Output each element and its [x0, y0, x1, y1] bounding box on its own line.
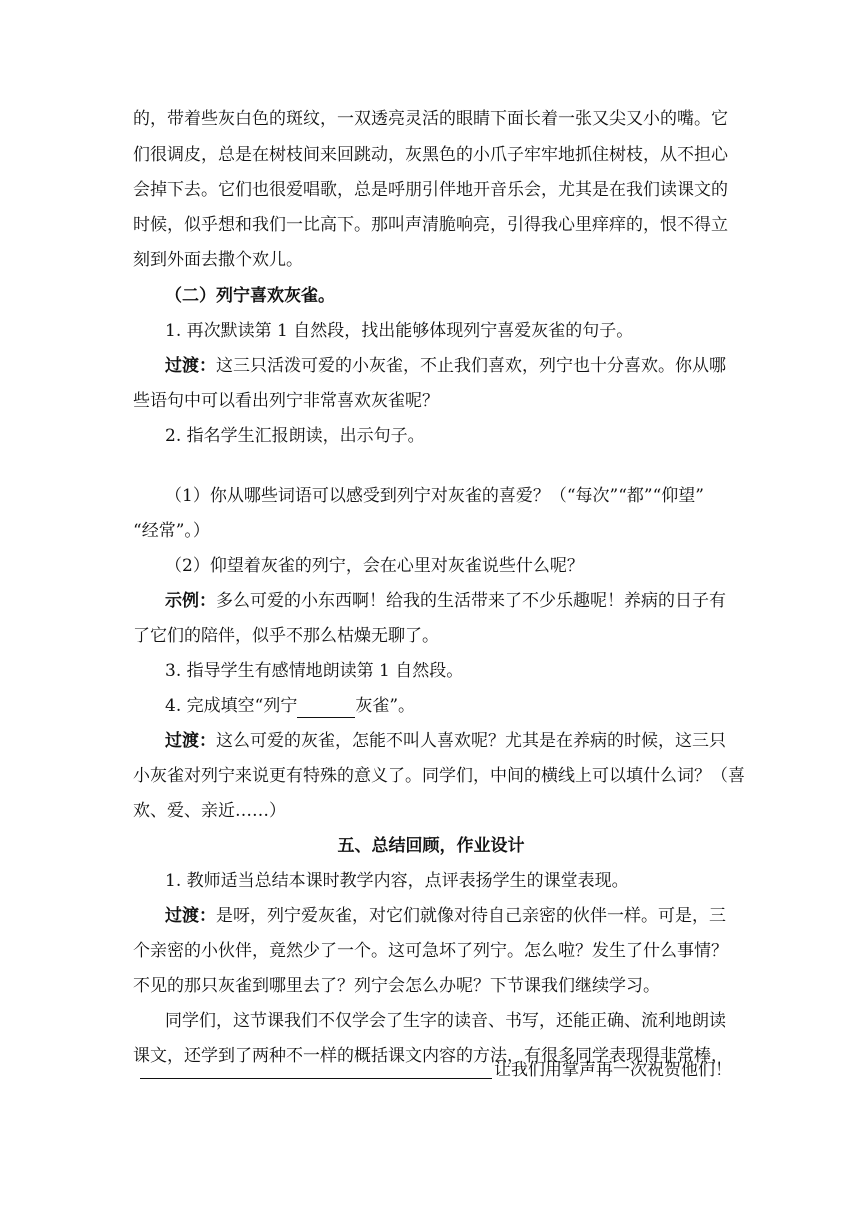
transition-text-2: 这么可爱的灰雀，怎能不叫人喜欢呢？尤其是在养病的时候，这三只 — [216, 731, 726, 751]
intro-line-5: 刻到外面去撒个欢儿。 — [133, 250, 303, 270]
transition-line-2: 些语句中可以看出列宁非常喜欢灰雀呢？ — [133, 391, 439, 411]
list-item-4 — [165, 694, 415, 718]
transition-paragraph-3 — [165, 904, 726, 928]
transition-text: 这三只活泼可爱的小灰雀，不止我们喜欢，列宁也十分喜欢。你从哪 — [216, 356, 726, 376]
transition-label: 过渡： — [165, 356, 216, 376]
intro-text-4: 时候，似乎想和我们一比高下。那叫声清脆响亮，引得我心里痒痒的，恨不得立 — [133, 215, 728, 235]
example-label: 示例： — [165, 591, 216, 611]
section-heading-2: （二）列宁喜欢灰雀。 — [165, 286, 335, 306]
list-item-3: 3. 指导学生有感情地朗读第 1 自然段。 — [165, 661, 464, 681]
intro-line-4 — [133, 213, 729, 237]
underline-rule — [140, 1078, 492, 1079]
transition-3-line-3: 不见的那只灰雀到哪里去了？列宁会怎么办呢？下节课我们继续学习。 — [133, 976, 660, 996]
intro-line-3 — [133, 178, 729, 202]
transition-2-line-2: 小灰雀对列宁来说更有特殊的意义了。同学们，中间的横线上可以填什么词？（喜 — [133, 766, 745, 786]
intro-text-3: 会掉下去。它们也很爱唱歌，总是呼朋引伴地开音乐会，尤其是在我们读课文的 — [133, 180, 728, 200]
transition-paragraph-2 — [165, 729, 726, 753]
fill-blank-line — [297, 697, 355, 718]
list-item-1: 1. 再次默读第 1 自然段，找出能够体现列宁喜爱灰雀的句子。 — [165, 321, 634, 341]
transition-label-3: 过渡： — [165, 906, 216, 926]
closing-line-3: 让我们用掌声再一次祝贺他们！ — [494, 1060, 732, 1080]
question-1-cont: “经常”。） — [133, 521, 210, 541]
intro-text-1: 的，带着些灰白色的斑纹，一双透亮灵活的眼睛下面长着一张又尖又小的嘴。它 — [133, 109, 728, 129]
transition-paragraph-1 — [165, 354, 726, 378]
fill-blank-suffix: 灰雀”。 — [355, 696, 416, 716]
transition-text-3: 是呀，列宁爱灰雀，对它们就像对待自己亲密的伙伴一样。可是，三 — [216, 906, 726, 926]
closing-line-2: 课文，还学到了两种不一样的概括课文内容的方法，有很多同学表现得非常棒， — [133, 1046, 728, 1066]
transition-3-line-2: 个亲密的小伙伴，竟然少了一个。这可急坏了列宁。怎么啦？发生了什么事情？ — [133, 941, 728, 961]
list-item-2: 2. 指名学生汇报朗读，出示句子。 — [165, 426, 425, 446]
fill-blank-prefix: 4. 完成填空“列宁 — [165, 696, 298, 716]
transition-label-2: 过渡： — [165, 731, 216, 751]
example-line-2: 了它们的陪伴，似乎不那么枯燥无聊了。 — [133, 626, 439, 646]
question-1: （1）你从哪些词语可以感受到列宁对灰雀的喜爱？（“每次”“都”“仰望” — [165, 486, 704, 506]
intro-text-2: 们很调皮，总是在树枝间来回跳动，灰黑色的小爪子牢牢地抓住树枝，从不担心 — [133, 145, 728, 165]
transition-2-line-3: 欢、爱、亲近……） — [133, 801, 286, 821]
intro-line-1 — [133, 107, 729, 131]
intro-line-2 — [133, 143, 729, 167]
summary-item-1: 1. 教师适当总结本课时教学内容，点评表扬学生的课堂表现。 — [165, 871, 629, 891]
example-paragraph — [165, 589, 726, 613]
question-2: （2）仰望着灰雀的列宁，会在心里对灰雀说些什么呢？ — [165, 556, 584, 576]
section-heading-5: 五、总结回顾，作业设计 — [337, 836, 525, 856]
example-text: 多么可爱的小东西啊！给我的生活带来了不少乐趣呢！养病的日子有 — [216, 591, 726, 611]
closing-paragraph: 同学们，这节课我们不仅学会了生字的读音、书写，还能正确、流利地朗读 — [165, 1011, 726, 1031]
